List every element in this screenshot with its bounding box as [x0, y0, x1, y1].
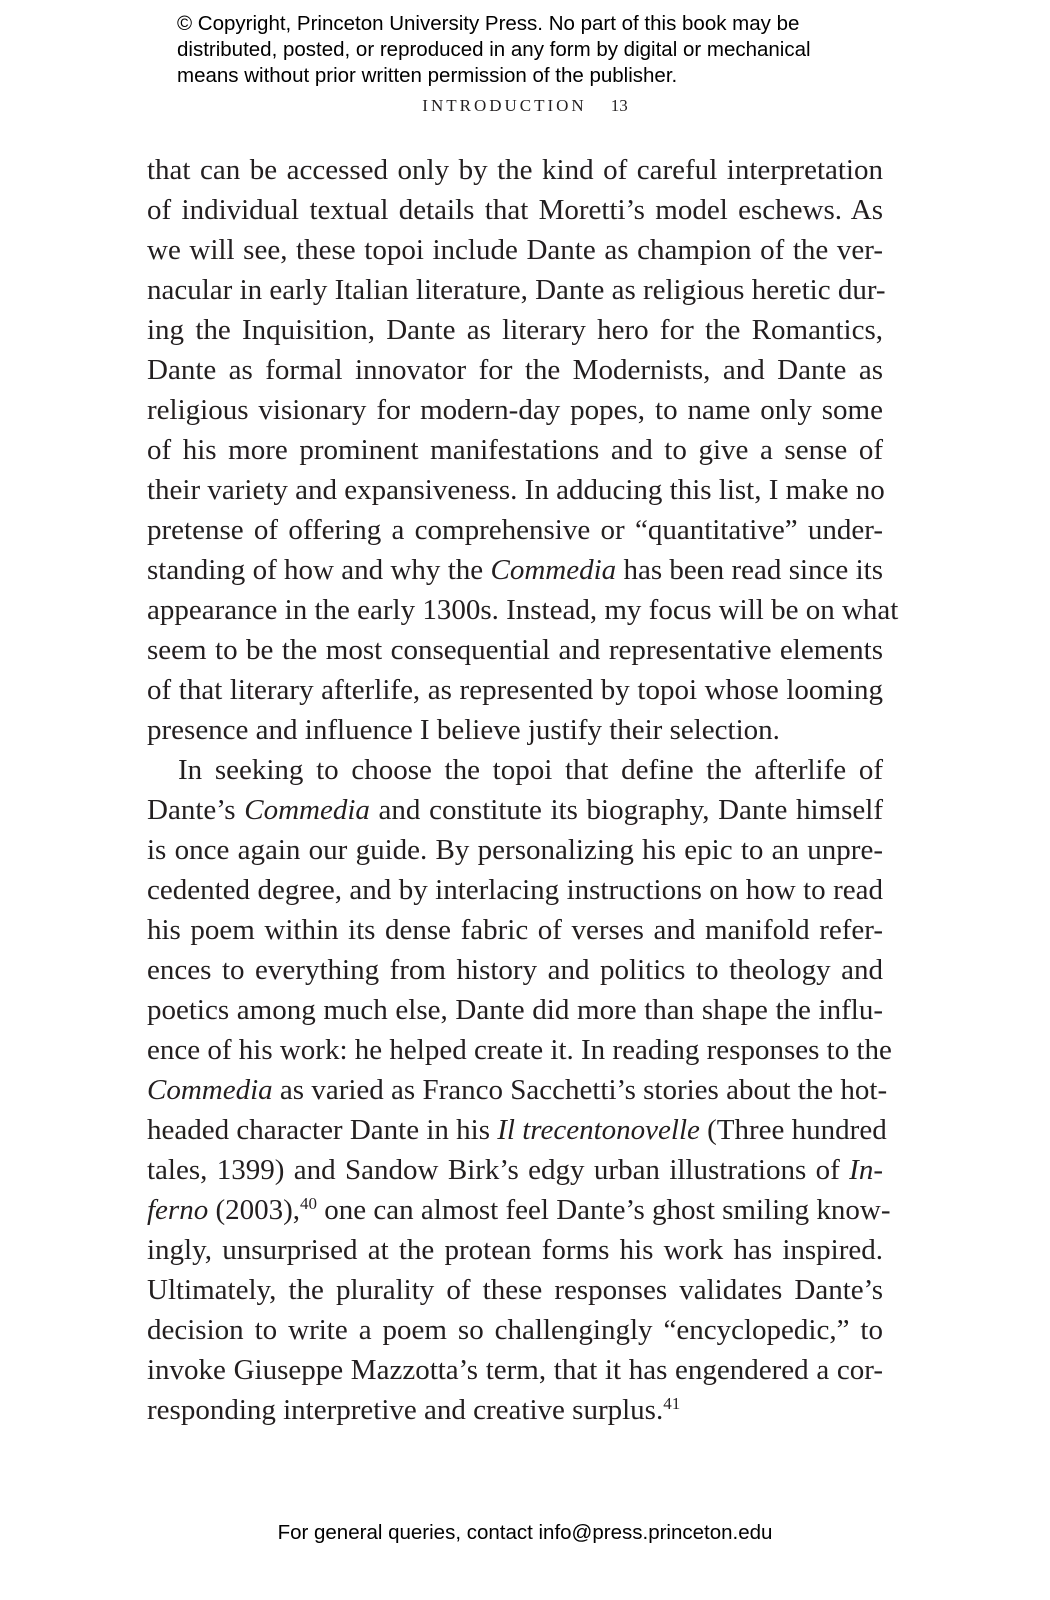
text-line — [147, 1230, 883, 1270]
italic-text: Commedia — [490, 554, 617, 586]
text-segment: Ultimately, the plurality of these responses validates Dante’s — [147, 1274, 883, 1306]
text-segment: of individual textual details that Moretti’s model eschews. As — [147, 194, 883, 226]
text-segment: In seeking to choose the topoi that define the afterlife of — [178, 754, 883, 786]
text-segment: appearance in the early 1300s. Instead, my focus will be on what — [147, 594, 899, 626]
text-line — [147, 310, 883, 350]
text-segment: as varied as Franco Sacchetti’s stories about the hot- — [272, 1074, 888, 1106]
copyright-line: © Copyright, Princeton University Press. No part of this book may be — [177, 12, 800, 35]
text-line — [147, 870, 883, 910]
text-line — [147, 1110, 887, 1150]
footer-contact: For general queries, contact info@press.princeton.edu — [277, 1521, 773, 1544]
text-segment: ing the Inquisition, Dante as literary hero for the Romantics, — [147, 314, 883, 346]
text-segment: pretense of offering a comprehensive or “quantitative” under- — [147, 514, 883, 546]
footnote-reference: 41 — [663, 1394, 681, 1413]
italic-text: ferno — [147, 1194, 209, 1226]
text-line — [147, 750, 883, 790]
text-segment: of that literary afterlife, as represented by topoi whose looming — [147, 674, 883, 706]
text-line — [147, 1390, 883, 1430]
italic-text: Il trecentonovelle — [497, 1114, 700, 1146]
text-line — [147, 270, 886, 310]
text-line — [147, 950, 883, 990]
text-line — [147, 350, 883, 390]
text-segment: that can be accessed only by the kind of careful interpretation — [147, 154, 883, 186]
text-line — [147, 430, 883, 470]
text-line — [147, 590, 899, 630]
text-segment: religious visionary for modern-day popes, to name only some — [147, 394, 883, 426]
text-segment: and constitute its biography, Dante himself — [369, 794, 883, 826]
text-segment: ence of his work: he helped create it. In reading responses to the — [147, 1034, 892, 1066]
text-segment: tales, 1399) and Sandow Birk’s edgy urban illustrations of — [147, 1154, 850, 1186]
text-segment: (Three hundred — [699, 1114, 887, 1146]
text-segment: ingly, unsurprised at the protean forms his work has inspired. — [147, 1234, 883, 1266]
text-segment: standing of how and why the — [147, 554, 491, 586]
italic-text: Commedia — [244, 794, 370, 826]
page-number: 13 — [610, 96, 628, 115]
text-line — [147, 670, 883, 710]
text-segment: cedented degree, and by interlacing instructions on how to read — [147, 874, 883, 906]
text-line — [147, 390, 883, 430]
text-line — [147, 1270, 883, 1310]
text-segment: invoke Giuseppe Mazzotta’s term, that it has engendered a cor- — [147, 1354, 883, 1386]
text-segment: their variety and expansiveness. In adducing this list, I make no — [147, 474, 885, 506]
text-line — [147, 990, 883, 1030]
text-segment: his poem within its dense fabric of verses and manifold refer- — [147, 914, 883, 946]
text-line — [147, 1190, 891, 1230]
text-line — [147, 830, 883, 870]
text-segment: (2003), — [208, 1194, 301, 1226]
text-segment: headed character Dante in his — [147, 1114, 498, 1146]
copyright-line: means without prior written permission of the publisher. — [177, 64, 678, 87]
text-line — [147, 910, 883, 950]
text-segment: has been read since its — [616, 554, 883, 586]
text-segment: presence and influence I believe justify their selection. — [147, 714, 780, 746]
text-segment: seem to be the most consequential and representative elements — [147, 634, 883, 666]
footnote-reference: 40 — [300, 1194, 318, 1213]
italic-text: In- — [849, 1154, 883, 1186]
text-line — [147, 630, 883, 670]
text-line — [147, 230, 883, 270]
text-segment: decision to write a poem so challengingly “encyclopedic,” to — [147, 1314, 883, 1346]
text-segment: responding interpretive and creative surplus. — [147, 1394, 664, 1426]
text-line — [147, 190, 883, 230]
text-segment: nacular in early Italian literature, Dante as religious heretic dur- — [147, 274, 886, 306]
copyright-notice — [177, 11, 811, 89]
text-segment: ences to everything from history and politics to theology and — [147, 954, 883, 986]
text-segment: of his more prominent manifestations and to give a sense of — [147, 434, 883, 466]
body-text — [147, 150, 899, 1430]
text-line — [147, 1030, 892, 1070]
text-segment: Dante’s — [147, 794, 245, 826]
text-line — [147, 1310, 883, 1350]
text-line — [147, 550, 883, 590]
text-segment: we will see, these topoi include Dante as champion of the ver- — [147, 234, 883, 266]
text-line — [147, 470, 883, 510]
text-segment: one can almost feel Dante’s ghost smiling know- — [317, 1194, 891, 1226]
running-head — [0, 96, 1050, 116]
text-segment: is once again our guide. By personalizing his epic to an unpre- — [147, 834, 883, 866]
copyright-line: distributed, posted, or reproduced in any form by digital or mechanical — [177, 38, 811, 61]
text-segment: poetics among much else, Dante did more than shape the influ- — [147, 994, 883, 1026]
text-segment: Dante as formal innovator for the Modernists, and Dante as — [147, 354, 883, 386]
text-line — [147, 510, 883, 550]
text-line — [147, 150, 883, 190]
text-line — [147, 1350, 883, 1390]
chapter-title: INTRODUCTION — [422, 96, 587, 115]
text-line — [147, 710, 883, 750]
text-line — [147, 790, 883, 830]
text-line — [147, 1070, 888, 1110]
italic-text: Commedia — [147, 1074, 273, 1106]
text-line — [147, 1150, 883, 1190]
